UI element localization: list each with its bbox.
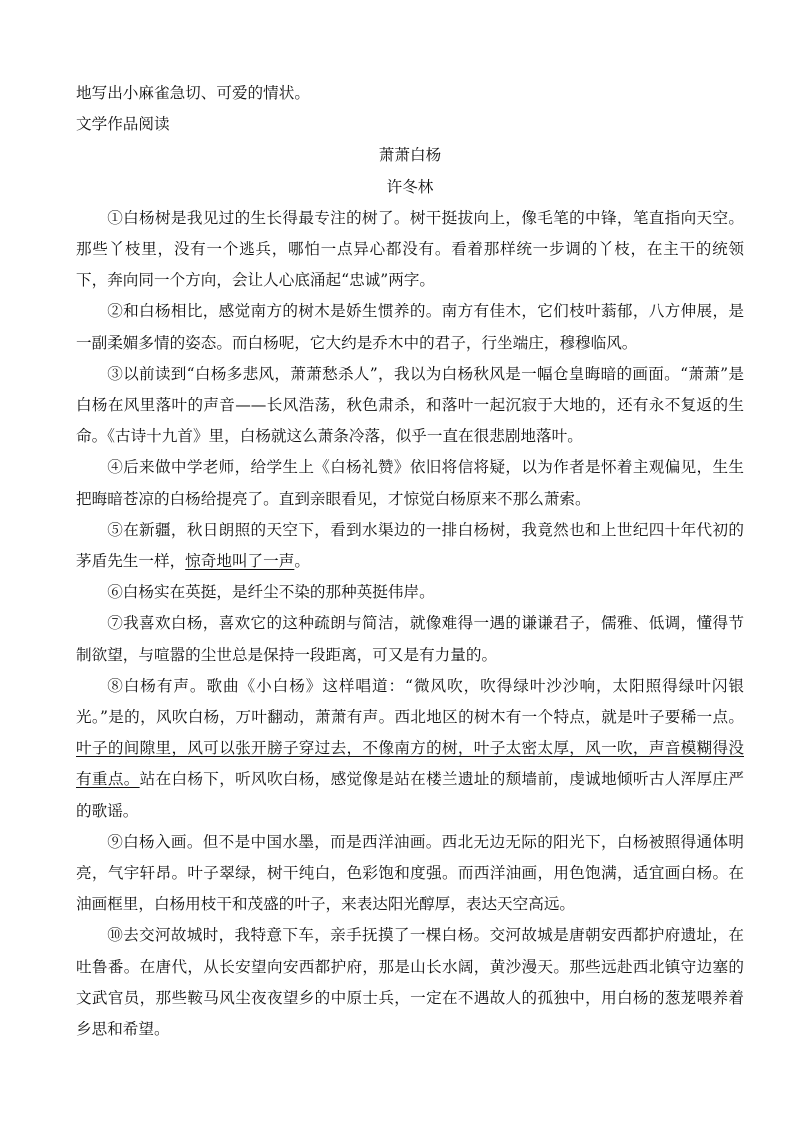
underlined-sentence: 叶子的间隙里，风可以张开膀子穿过去，不像南方的树，叶子太密太厚，风一吹，声音模糊得没有重点。 <box>76 739 744 789</box>
article-author: 许冬林 <box>386 177 434 196</box>
article-paragraph <box>76 671 744 827</box>
document-page <box>76 78 744 1045</box>
article-body <box>76 203 744 1045</box>
article-title: 萧萧白杨 <box>378 146 442 165</box>
paragraph-text: ④后来做中学老师，给学生上《白杨礼赞》依旧将信将疑，以为作者是怀着主观偏见，生生把晦暗苍凉的白杨给提亮了。直到亲眼看见，才惊觉白杨原来不那么萧索。 <box>76 458 744 508</box>
paragraph-text: 站在白杨下，听风吹白杨，感觉像是站在楼兰遗址的颓墙前，虔诚地倾听古人浑厚庄严的歌谣。 <box>76 770 744 820</box>
article-paragraph <box>76 920 744 1045</box>
paragraph-text: ②和白杨相比，感觉南方的树木是娇生惯养的。南方有佳木，它们枝叶蓊郁，八方伸展，是一副柔媚多情的姿态。而白杨呢，它大约是乔木中的君子，行坐端庄，穆穆临风。 <box>76 302 744 352</box>
article-paragraph <box>76 359 744 453</box>
article-paragraph <box>76 452 744 514</box>
article-paragraph <box>76 203 744 297</box>
underlined-sentence: 惊奇地叫了一声 <box>185 552 295 571</box>
paragraph-text: ⑤在新疆，秋日朗照的天空下，看到水渠边的一排白杨树，我竟然也和上世纪四十年代初的茅盾先生一样， <box>76 520 744 571</box>
paragraph-text: ⑥白杨实在英挺，是纤尘不染的那种英挺伟岸。 <box>107 583 435 602</box>
paragraph-text: ⑦我喜欢白杨，喜欢它的这种疏朗与简洁，就像难得一遇的谦谦君子，儒雅、低调，懂得节制欲望，与喧嚣的尘世总是保持一段距离，可又是有力量的。 <box>76 614 744 664</box>
paragraph-text: 。 <box>294 552 310 571</box>
paragraph-text: ⑧白杨有声。歌曲《小白杨》这样唱道：“微风吹，吹得绿叶沙沙响，太阳照得绿叶闪银光。”是的，风吹白杨，万叶翻动，萧萧有声。西北地区的树木有一个特点，就是叶子要稀一点。 <box>76 676 744 727</box>
paragraph-text: ①白杨树是我见过的生长得最专注的树了。树干挺拔向上，像毛笔的中锋，笔直指向天空。那些丫枝里，没有一个逃兵，哪怕一点异心都没有。看着那样统一步调的丫枝，在主干的统领下，奔向同一个方向，会让人心底涌起“忠诚”两字。 <box>76 208 744 290</box>
article-paragraph <box>76 827 744 921</box>
article-paragraph <box>76 608 744 670</box>
paragraph-text: ③以前读到“白杨多悲风，萧萧愁杀人”，我以为白杨秋风是一幅仓皇晦暗的画面。“萧萧”是白杨在风里落叶的声音——长风浩荡，秋色肃杀，和落叶一起沉寂于大地的，还有永不复返的生命。《古诗十九首》里，白杨就这么萧条冷落，似乎一直在很悲剧地落叶。 <box>76 364 744 446</box>
paragraph-text: ⑨白杨入画。但不是中国水墨，而是西洋油画。西北无边无际的阳光下，白杨被照得通体明亮，气宇轩昂。叶子翠绿，树干纯白，色彩饱和度强。而西洋油画，用色饱满，适宜画白杨。在油画框里，白杨用枝干和茂盛的叶子，来表达阳光醇厚，表达天空高远。 <box>76 832 744 914</box>
paragraph-text: ⑩去交河故城时，我特意下车，亲手抚摸了一棵白杨。交河故城是唐朝安西都护府遗址，在吐鲁番。在唐代，从长安望向安西都护府，那是山长水阔，黄沙漫天。那些远赴西北镇守边塞的文武官员，那些鞍马风尘夜夜望乡的中原士兵，一定在不遇故人的孤独中，用白杨的葱茏喂养着乡思和希望。 <box>76 926 744 1039</box>
section-label: 文学作品阅读 <box>76 115 170 134</box>
article-paragraph <box>76 296 744 358</box>
intro-tail-line: 地写出小麻雀急切、可爱的情状。 <box>76 84 310 102</box>
article-paragraph <box>76 577 744 608</box>
article-paragraph <box>76 515 744 577</box>
